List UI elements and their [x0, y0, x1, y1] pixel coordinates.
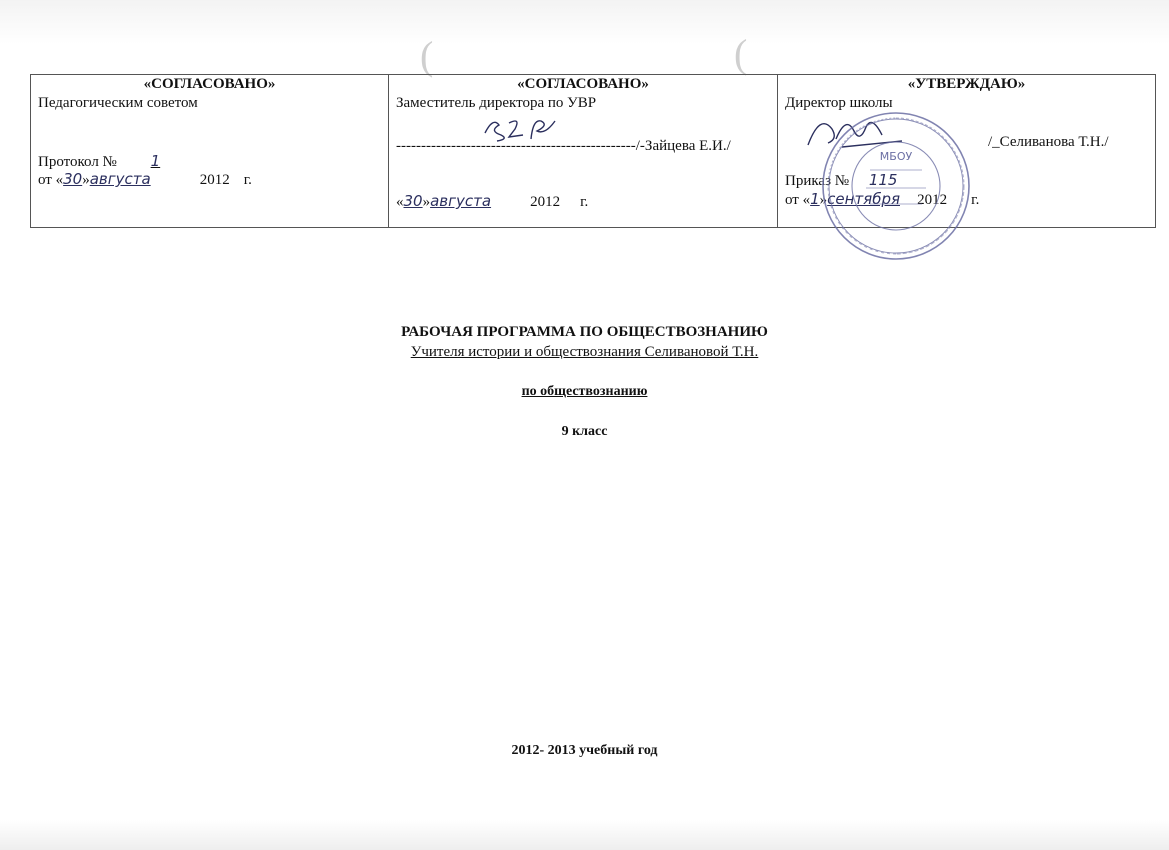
date-month: августа: [89, 170, 151, 188]
date-prefix: от «: [38, 172, 64, 188]
protocol-number-field: [121, 152, 191, 171]
program-subject: по обществознанию: [521, 384, 648, 399]
date-day: 30: [63, 170, 83, 188]
program-grade: 9 класс: [561, 424, 608, 439]
binder-hole-mark: (: [420, 33, 434, 78]
academic-year: 2012- 2013 учебный год: [511, 743, 658, 758]
scan-shadow-bottom: [0, 820, 1169, 850]
date-suffix: г.: [243, 172, 252, 188]
date-mid: »: [819, 192, 828, 208]
date-month: сентября: [827, 190, 900, 208]
deputy-signature-line: ------------------------------------------------/-Зайцева Е.И./: [396, 138, 731, 154]
binder-hole-mark: (: [734, 31, 748, 76]
date-suffix: г.: [580, 194, 589, 210]
protocol-label: Протокол №: [38, 154, 117, 170]
date-year: 2012: [530, 194, 561, 210]
approval-table: [30, 74, 1156, 228]
program-teacher: Учителя истории и обществознания Селивановой Т.Н.: [410, 344, 759, 360]
date-line: [38, 170, 252, 189]
date-mid: »: [82, 172, 90, 188]
date-year: 2012: [917, 192, 948, 208]
seal-label: МБОУ: [879, 150, 913, 163]
approval-body: Педагогическим советом: [38, 95, 198, 111]
date-day: 1: [810, 190, 820, 208]
date-year: 2012: [199, 172, 230, 188]
approval-heading: «СОГЛАСОВАНО»: [517, 76, 649, 92]
date-prefix: «: [396, 194, 404, 210]
approval-heading: «УТВЕРЖДАЮ»: [907, 76, 1026, 92]
protocol-number: 1: [150, 152, 161, 170]
approval-pedagogical-council: [31, 75, 389, 228]
order-label: Приказ №: [785, 173, 850, 189]
date-mid: »: [422, 194, 431, 210]
date-prefix: от «: [785, 192, 811, 208]
date-month: августа: [430, 192, 492, 210]
director-name: /_Селиванова Т.Н./: [988, 134, 1109, 150]
school-seal-stamp: [820, 110, 972, 262]
program-title: РАБОЧАЯ ПРОГРАММА ПО ОБЩЕСТВОЗНАНИЮ: [401, 324, 768, 340]
approval-heading: «СОГЛАСОВАНО»: [143, 76, 276, 92]
date-day: 30: [403, 192, 423, 210]
protocol-line: [38, 152, 191, 171]
scan-shadow-top: [0, 0, 1169, 44]
approval-body: Директор школы: [785, 95, 893, 111]
order-number: 115: [868, 171, 898, 189]
date-line: [396, 192, 588, 211]
approval-body: Заместитель директора по УВР: [396, 95, 597, 111]
date-suffix: г.: [971, 192, 980, 208]
approval-deputy-director: [389, 75, 778, 228]
